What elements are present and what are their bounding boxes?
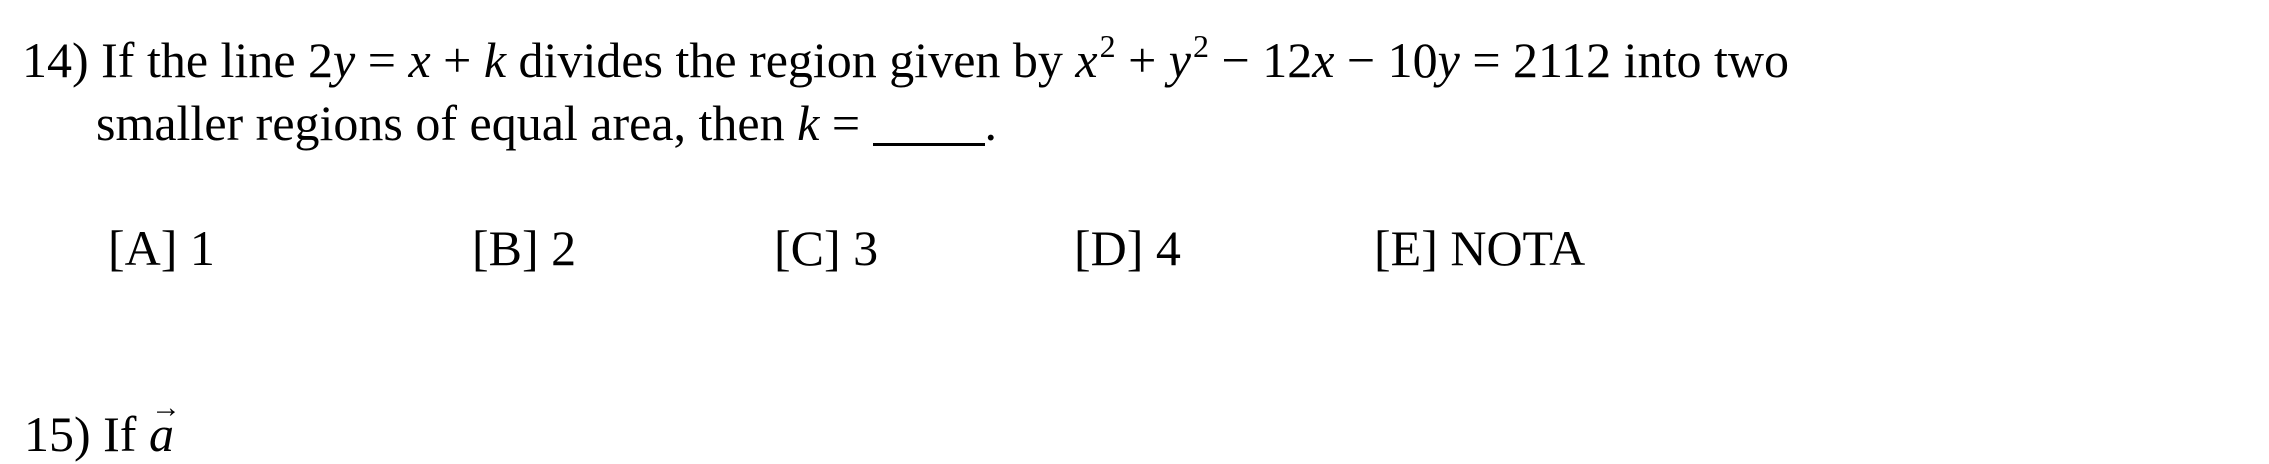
- option-a: [A] 1: [108, 220, 215, 276]
- line-2-text: smaller regions of equal area, then: [96, 95, 785, 151]
- question-middle-text: divides the region given by: [518, 32, 1063, 88]
- question-number: 14): [22, 32, 89, 88]
- question-15-number: 15): [24, 406, 91, 462]
- line-1-end-text: into two: [1623, 32, 1789, 88]
- option-e: [E] NOTA: [1374, 220, 1586, 276]
- question-15-fragment: [24, 404, 174, 464]
- vector-a-symbol: → a: [149, 404, 174, 464]
- question-intro: If the line: [101, 32, 296, 88]
- question-14-line-1: [22, 30, 1789, 96]
- question-15-text: If: [103, 406, 137, 462]
- line-equation: 2y = x + k: [308, 32, 507, 88]
- option-b: [B] 2: [472, 220, 577, 276]
- option-c: [C] 3: [774, 220, 879, 276]
- option-d: [D] 4: [1074, 220, 1181, 276]
- k-variable: k: [797, 95, 820, 151]
- circle-equation: $x^2 + y^2 - 12x - 10y = 2112$: [1075, 28, 1612, 88]
- equals-sign: =: [819, 95, 873, 151]
- question-14-line-2: [96, 93, 997, 153]
- answer-blank: [873, 99, 985, 146]
- period: .: [984, 95, 998, 151]
